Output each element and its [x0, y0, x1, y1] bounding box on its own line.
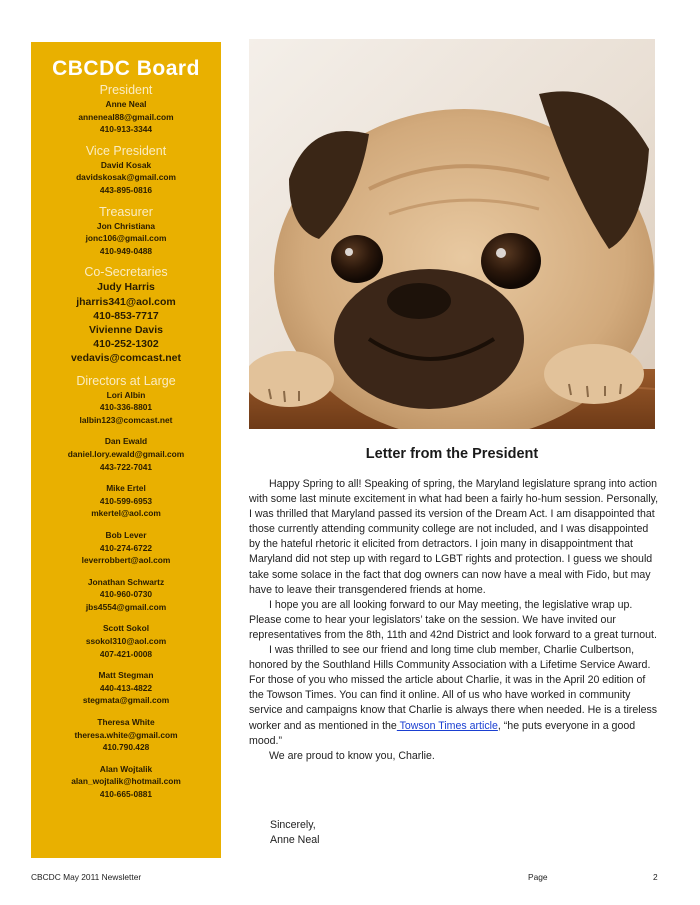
- director-phone: 443-722-7041: [99, 461, 153, 472]
- director-phone: 407-421-0008: [99, 648, 153, 659]
- director-phone: 410-960-0730: [99, 589, 153, 600]
- director-phone: 410-599-6953: [99, 495, 153, 506]
- director-name: Lori Albin: [106, 389, 146, 400]
- director-name: Theresa White: [97, 717, 155, 728]
- secretary-email[interactable]: vedavis@comcast.net: [70, 352, 182, 365]
- director-name: Alan Wojtalik: [99, 763, 153, 774]
- director-email[interactable]: theresa.white@gmail.com: [74, 729, 178, 740]
- director-entry: [31, 529, 221, 567]
- director-email[interactable]: daniel.lory.ewald@gmail.com: [67, 448, 185, 459]
- director-email[interactable]: mkertel@aol.com: [91, 508, 161, 519]
- closing-salutation: Sincerely,: [270, 819, 316, 831]
- director-email[interactable]: stegmata@gmail.com: [82, 695, 170, 706]
- role-president: President: [99, 83, 153, 97]
- paragraph: We are proud to know you, Charlie.: [269, 749, 435, 762]
- president-phone: 410-913-3344: [99, 124, 153, 135]
- director-entry: [31, 622, 221, 660]
- director-entry: [31, 669, 221, 707]
- footer-page-label: Page: [528, 872, 548, 882]
- secretary-name: Judy Harris: [97, 281, 155, 294]
- director-phone: 410-336-8801: [99, 402, 153, 413]
- director-email[interactable]: lalbin123@comcast.net: [79, 414, 173, 425]
- director-email[interactable]: jbs4554@gmail.com: [85, 601, 167, 612]
- director-name: Scott Sokol: [102, 623, 150, 634]
- letter-closing: [270, 818, 319, 848]
- director-entry: [31, 435, 221, 473]
- secretary-phone: 410-252-1302: [93, 338, 159, 351]
- director-email[interactable]: leverrobbert@aol.com: [81, 555, 171, 566]
- director-email[interactable]: alan_wojtalik@hotmail.com: [71, 776, 181, 787]
- letter-body: [249, 477, 659, 764]
- pug-photo: [249, 39, 655, 429]
- footer-page-number: 2: [653, 872, 658, 882]
- vice-president-phone: 443-895-0816: [99, 184, 153, 195]
- director-name: Mike Ertel: [106, 483, 146, 494]
- vice-president-name: David Kosak: [100, 159, 152, 170]
- role-directors-at-large: Directors at Large: [76, 373, 176, 388]
- director-name: Matt Stegman: [98, 670, 154, 681]
- paragraph-text: , “he puts everyone in a good mood.”: [249, 719, 636, 747]
- director-phone: 410-665-0881: [99, 789, 153, 799]
- role-vice-president: Vice President: [85, 143, 167, 158]
- director-entry: [31, 389, 221, 427]
- director-phone: 440-413-4822: [99, 682, 153, 693]
- signature-name: Anne Neal: [270, 834, 320, 846]
- treasurer-phone: 410-949-0488: [99, 245, 153, 256]
- president-email[interactable]: anneneal88@gmail.com: [78, 111, 174, 122]
- paragraph-text: I was thrilled to see our friend and long time club member, Charlie Culbertson, honored by the Southland Hills Community Association with a Lifetime Service Award. For those of you who missed the article about Charlie, it was in the April 20 edition of the Towson Times. You can find it online. All of us who have worked in community service and campaigns know that Charlie is always there when needed. He is a tireless worker and as mentioned in the: [249, 644, 658, 732]
- paragraph: [249, 643, 659, 749]
- director-phone: 410-274-6722: [99, 542, 153, 553]
- secretary-phone: 410-853-7717: [93, 309, 159, 322]
- director-entry: [31, 716, 221, 754]
- director-phone: 410.790.428: [102, 742, 150, 753]
- paragraph: I hope you are all looking forward to our May meeting, the legislative wrap up. Please come to hear your legislators’ take on the session. We have invited our representatives from the 8th, 11th and 42nd District and look forward to a great turnout.: [249, 598, 657, 641]
- paragraph: Happy Spring to all! Speaking of spring, the Maryland legislature sprang into action with some last minute excitement in what had been a fairly ho-hum session. Personally, I was thrilled that Maryland passed its version of the Dream Act. I am disappointed that those currently attending community college are not included, and I was disappointed by the hateful rhetoric it elicited from detractors. I join many in disappointment that Maryland did not step up with regard to LGBT rights and protection. I guess we should take some solace in the fact that dog owners can now have a meal with Fido, but may have to leave their transgendered friends at home.: [249, 478, 659, 596]
- director-name: Bob Lever: [105, 529, 147, 540]
- board-sidebar: [31, 42, 221, 858]
- director-entry: [31, 576, 221, 614]
- vice-president-email[interactable]: davidskosak@gmail.com: [76, 172, 176, 183]
- director-name: Jonathan Schwartz: [87, 576, 165, 587]
- president-name: Anne Neal: [105, 99, 147, 109]
- director-name: Dan Ewald: [104, 436, 148, 447]
- director-email[interactable]: ssokol310@aol.com: [85, 636, 167, 647]
- footer-newsletter-name: CBCDC May 2011 Newsletter: [31, 872, 142, 882]
- secretary-name: Vivienne Davis: [89, 323, 163, 336]
- treasurer-email[interactable]: jonc106@gmail.com: [85, 233, 167, 244]
- treasurer-name: Jon Christiana: [96, 220, 156, 231]
- secretary-email[interactable]: jharris341@aol.com: [76, 295, 176, 308]
- role-co-secretaries: Co-Secretaries: [84, 265, 168, 280]
- director-entry: [31, 482, 221, 520]
- letter-title: Letter from the President: [365, 446, 539, 462]
- towson-times-article-link[interactable]: Towson Times article: [396, 719, 498, 732]
- director-entry: [31, 763, 221, 801]
- role-treasurer: Treasurer: [99, 204, 153, 219]
- sidebar-title: CBCDC Board: [52, 57, 200, 80]
